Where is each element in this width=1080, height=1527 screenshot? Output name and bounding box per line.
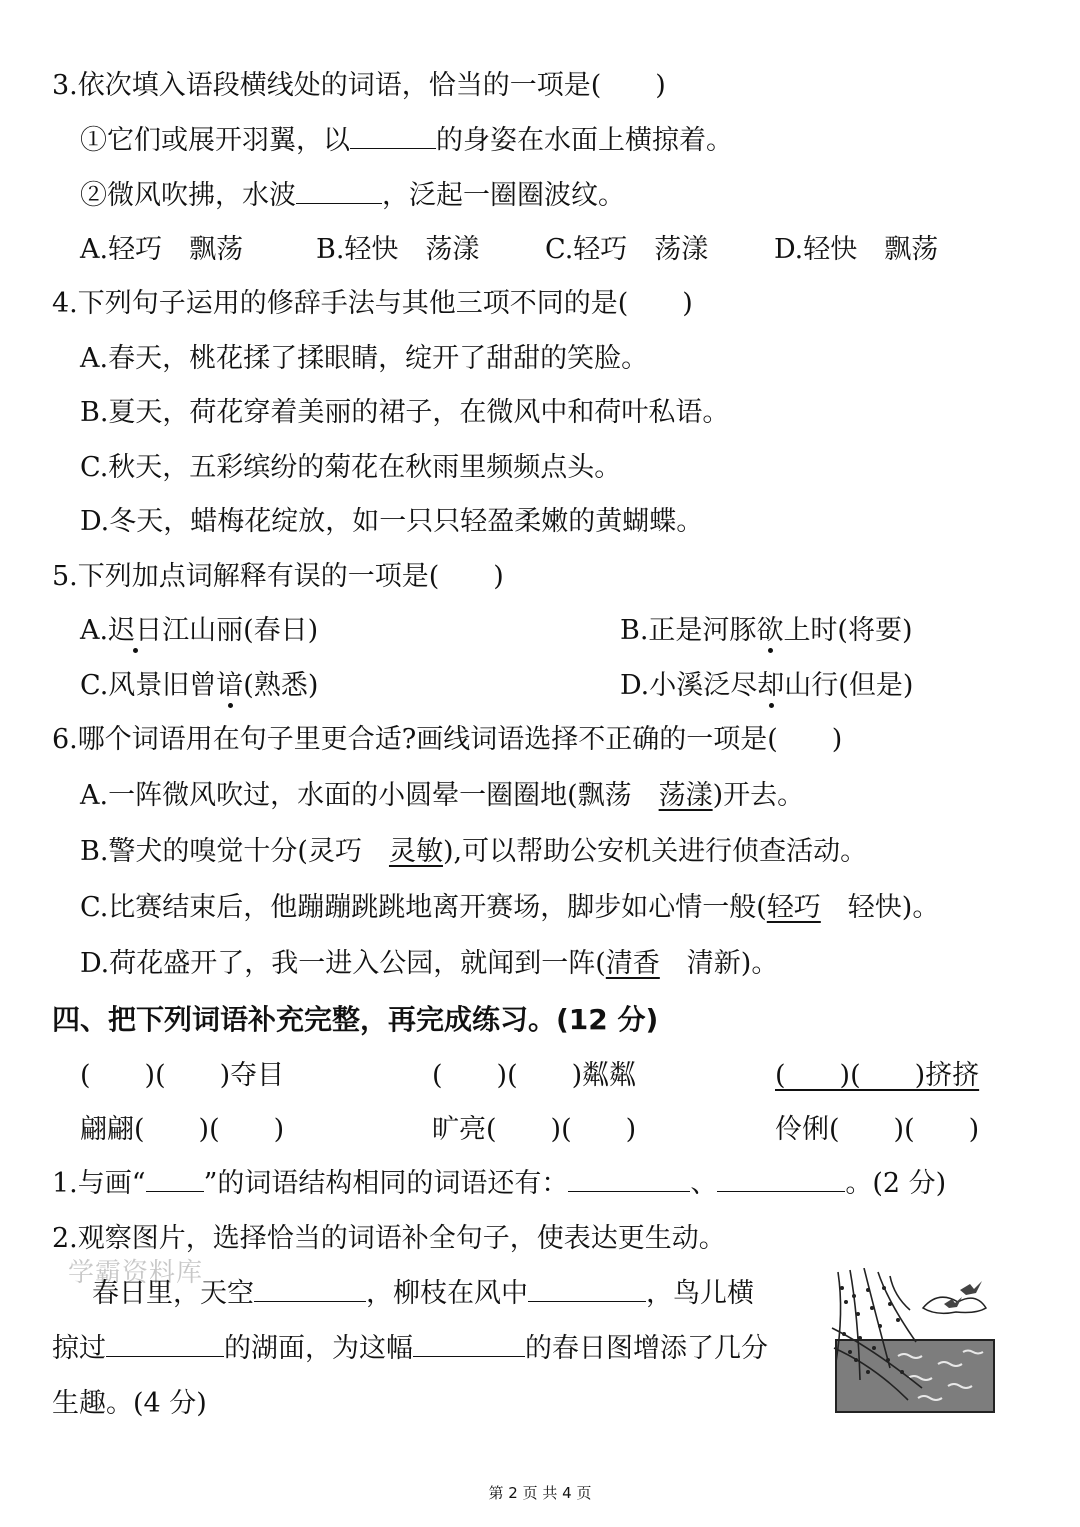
q6-option-d[interactable] (80, 944, 778, 984)
word-item-6[interactable]: 伶俐( )( ) (775, 1114, 980, 1145)
q6-d-underlined-word: 清香 (605, 948, 660, 979)
q3-s1-post: 的身姿在水面上横掠着。 (436, 125, 733, 156)
q3-sentence-2 (80, 176, 625, 216)
q3-blank-2[interactable] (296, 177, 382, 204)
willow-lake-illustration-icon (828, 1268, 998, 1414)
p2-mid: 的湖面，为这幅 (224, 1333, 413, 1364)
p-mid2: ，鸟儿横 (646, 1278, 754, 1309)
q3-s1-pre: ①它们或展开羽翼，以 (80, 125, 350, 156)
p-mid1: ，柳枝在风中 (366, 1278, 528, 1309)
q3-s2-post: ，泛起一圈圈波纹。 (382, 180, 625, 211)
q4-option-b[interactable]: B.夏天，荷花穿着美丽的裙子，在微风中和荷叶私语。 (80, 397, 730, 428)
q5-d-dotted-word: 却 (757, 670, 785, 701)
q3-blank-1[interactable] (350, 122, 436, 149)
q5-option-c[interactable] (80, 666, 318, 706)
s4-q2-line-1 (92, 1274, 754, 1314)
q6-option-a[interactable] (80, 776, 804, 816)
s4-q2-line-3: 生趣。(4 分) (52, 1388, 207, 1419)
q4-option-a[interactable]: A.春天，桃花揉了揉眼睛，绽开了甜甜的笑脸。 (80, 343, 649, 374)
q5-b-pre: B.正是河豚 (620, 615, 757, 646)
q6-a-pre: A.一阵微风吹过，水面的小圆晕一圈圈地(飘荡 (80, 780, 659, 811)
q3-option-b[interactable]: B.轻快 荡漾 (316, 234, 480, 265)
q5-b-dotted-word: 欲 (756, 615, 784, 646)
word-item-1[interactable]: ( )( )夺目 (80, 1060, 285, 1091)
q6-d-post: 清新)。 (659, 948, 779, 979)
q6-c-underlined-word: 轻巧 (766, 892, 821, 923)
p-pre: 春日里，天空 (92, 1278, 254, 1309)
q3-sentence-1 (80, 121, 733, 161)
s4-q1-post: 。(2 分) (845, 1168, 947, 1199)
section-4-title: 四、把下列词语补充完整，再完成练习。(12 分) (52, 1003, 659, 1036)
page-footer: 第 2 页 共 4 页 (488, 1484, 592, 1502)
q5-option-a[interactable] (80, 611, 318, 651)
word-item-3-underlined[interactable]: ( )( )挤挤 (775, 1060, 980, 1091)
q6-b-post: ),可以帮助公安机关进行侦查活动。 (442, 836, 868, 867)
q4-option-c[interactable]: C.秋天，五彩缤纷的菊花在秋雨里频频点头。 (80, 452, 622, 483)
q5-option-d[interactable] (620, 666, 913, 706)
q4-option-d[interactable]: D.冬天，蜡梅花绽放，如一只只轻盈柔嫩的黄蝴蝶。 (80, 506, 704, 537)
q3-option-c[interactable]: C.轻巧 荡漾 (545, 234, 709, 265)
s4-q1-blank-2[interactable] (717, 1165, 845, 1192)
q6-b-underlined-word: 灵敏 (388, 836, 443, 867)
q6-stem: 6.哪个词语用在句子里更合适?画线词语选择不正确的一项是( ) (52, 724, 843, 755)
s4-q1-pre: 1.与画“ (52, 1168, 146, 1199)
q6-option-b[interactable] (80, 832, 867, 872)
q6-d-pre: D.荷花盛开了，我一进入公园，就闻到一阵( (80, 948, 606, 979)
q4-stem: 4.下列句子运用的修辞手法与其他三项不同的是( ) (52, 288, 693, 319)
q5-c-pre: C.风景旧曾 (80, 670, 217, 701)
s4-q2: 2.观察图片，选择恰当的词语补全句子，使表达更生动。 (52, 1223, 726, 1254)
p2-pre: 掠过 (52, 1333, 106, 1364)
q3-s2-pre: ②微风吹拂，水波 (80, 180, 296, 211)
q5-d-post: 山行(但是) (784, 670, 914, 701)
watermark: 学霸资料库 (68, 1258, 204, 1288)
q5-option-b[interactable] (620, 611, 913, 651)
p2-blank-2[interactable] (413, 1330, 525, 1357)
s4-q1-sample-line (146, 1165, 204, 1192)
q5-d-pre: D.小溪泛尽 (620, 670, 758, 701)
q5-c-post: (熟悉) (243, 670, 319, 701)
p2-post: 的春日图增添了几分 (525, 1333, 768, 1364)
s4-q1 (52, 1164, 946, 1204)
q6-a-underlined-word: 荡漾 (658, 780, 713, 811)
q6-a-post: )开去。 (712, 780, 805, 811)
q6-option-c[interactable] (80, 888, 939, 928)
q5-c-dotted-word: 谙 (216, 670, 244, 701)
s4-q1-blank-1[interactable] (568, 1165, 690, 1192)
p2-blank-1[interactable] (106, 1330, 224, 1357)
p-blank-1[interactable] (254, 1275, 366, 1302)
word-item-4[interactable]: 翩翩( )( ) (80, 1114, 285, 1145)
q5-stem: 5.下列加点词解释有误的一项是( ) (52, 561, 504, 592)
s4-q2-line-2 (52, 1329, 768, 1369)
q3-option-a[interactable]: A.轻巧 飘荡 (80, 234, 244, 265)
q6-c-post: 轻快)。 (820, 892, 940, 923)
p-blank-2[interactable] (528, 1275, 646, 1302)
q5-a-post: 江山丽(春日) (162, 615, 319, 646)
s4-q1-mid: ”的词语结构相同的词语还有： (203, 1168, 569, 1199)
word-item-2[interactable]: ( )( )粼粼 (432, 1060, 637, 1091)
q5-b-post: 上时(将要) (783, 615, 913, 646)
q3-stem: 3.依次填入语段横线处的词语，恰当的一项是( ) (52, 70, 666, 101)
s4-q1-sep: 、 (690, 1168, 718, 1199)
q6-c-pre: C.比赛结束后，他蹦蹦跳跳地离开赛场，脚步如心情一般( (80, 892, 767, 923)
q5-a-pre: A. (80, 615, 109, 646)
q6-b-pre: B.警犬的嗅觉十分(灵巧 (80, 836, 389, 867)
q5-a-dotted-word: 迟日 (108, 615, 163, 646)
q3-option-d[interactable]: D.轻快 飘荡 (774, 234, 939, 265)
word-item-5[interactable]: 旷亮( )( ) (432, 1114, 637, 1145)
